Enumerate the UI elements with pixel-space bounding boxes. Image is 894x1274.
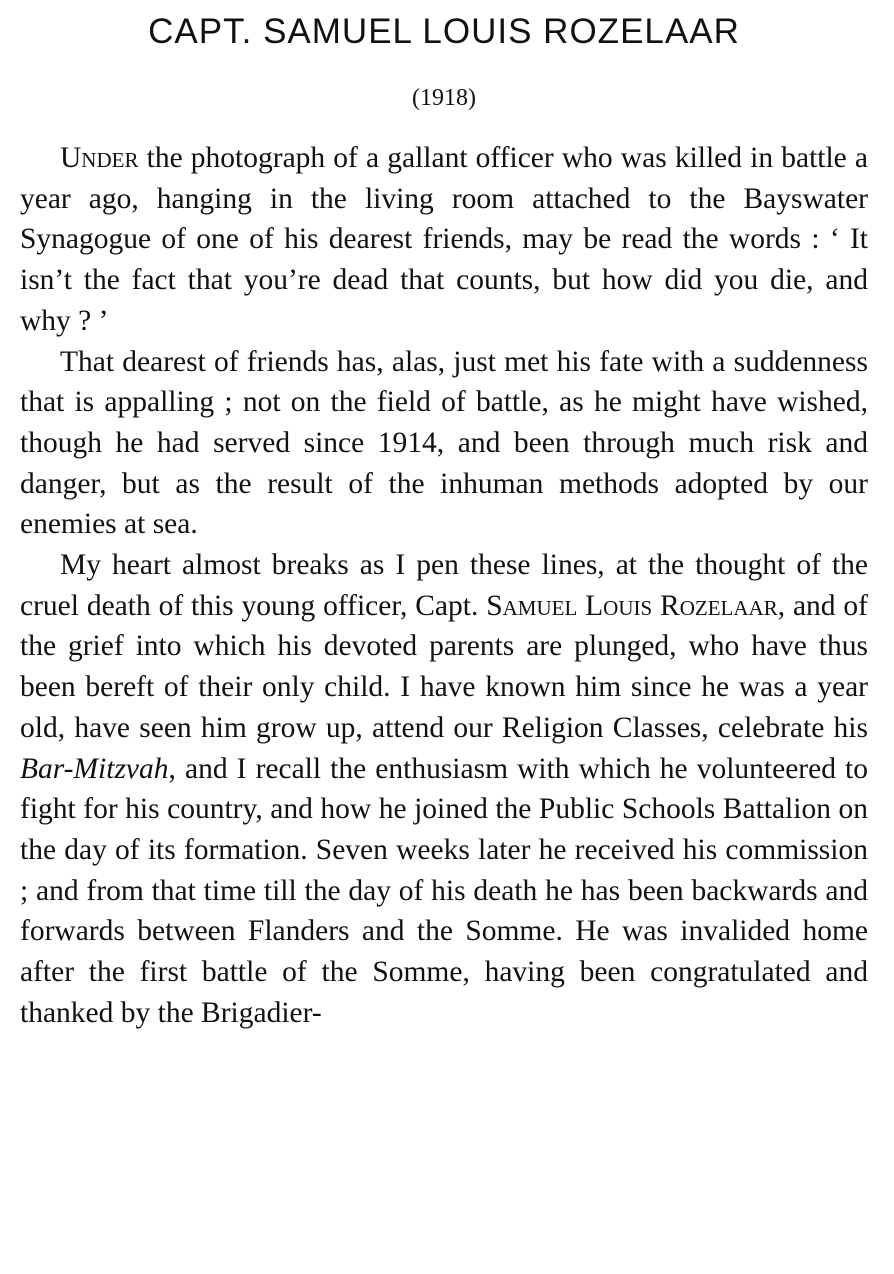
paragraph-3-text-c: , and I recall the enthusiasm with which he volunteered to fight for his country, and how he joined the Public Schools Battalion on the day of its formation. Seven weeks later he received his commission ; and from that time till the day of his death he has been backwards and forwards between Flanders and the Somme. He was invalided home after the first battle of the Somme, having been congratulated and thanked by the Brigadier-: [20, 752, 868, 1029]
paragraph-3-text-a: My heart almost breaks as I pen these lines, at the thought of the cruel death of this young officer, Capt.: [20, 549, 868, 622]
paragraph-1: [20, 138, 868, 342]
date-line: (1918): [412, 85, 476, 111]
page: [20, 10, 868, 1033]
lead-word: Under: [60, 142, 139, 174]
page-title: CAPT. SAMUEL LOUIS ROZELAAR: [148, 12, 740, 51]
paragraph-2-text: That dearest of friends has, alas, just met his fate with a suddenness that is appalling ; not on the field of battle, as he might have wished, though he had served since 1914, and been through much risk and danger, but as the result of the inhuman methods adopted by our enemies at sea.: [20, 345, 868, 541]
officer-name: Samuel Louis Rozelaar: [486, 589, 778, 622]
paragraph-2: [20, 342, 868, 546]
bar-mitzvah-term: Bar-Mitzvah: [20, 752, 169, 785]
paragraph-3-text-b: , and of the grief into which his devoted parents are plunged, who have thus been bereft of their only child. I have known him since he was a year old, have seen him grow up, attend our Religion Classes, celebrate his: [20, 589, 868, 744]
paragraph-3: [20, 545, 868, 1033]
paragraph-1-text: the photograph of a gallant officer who was killed in battle a year ago, hanging in the living room attached to the Bayswater Synagogue of one of his dearest friends, may be read the words : ‘ It isn’t the fact that you’re dead that counts, but how did you die, and why ? ’: [20, 142, 868, 337]
